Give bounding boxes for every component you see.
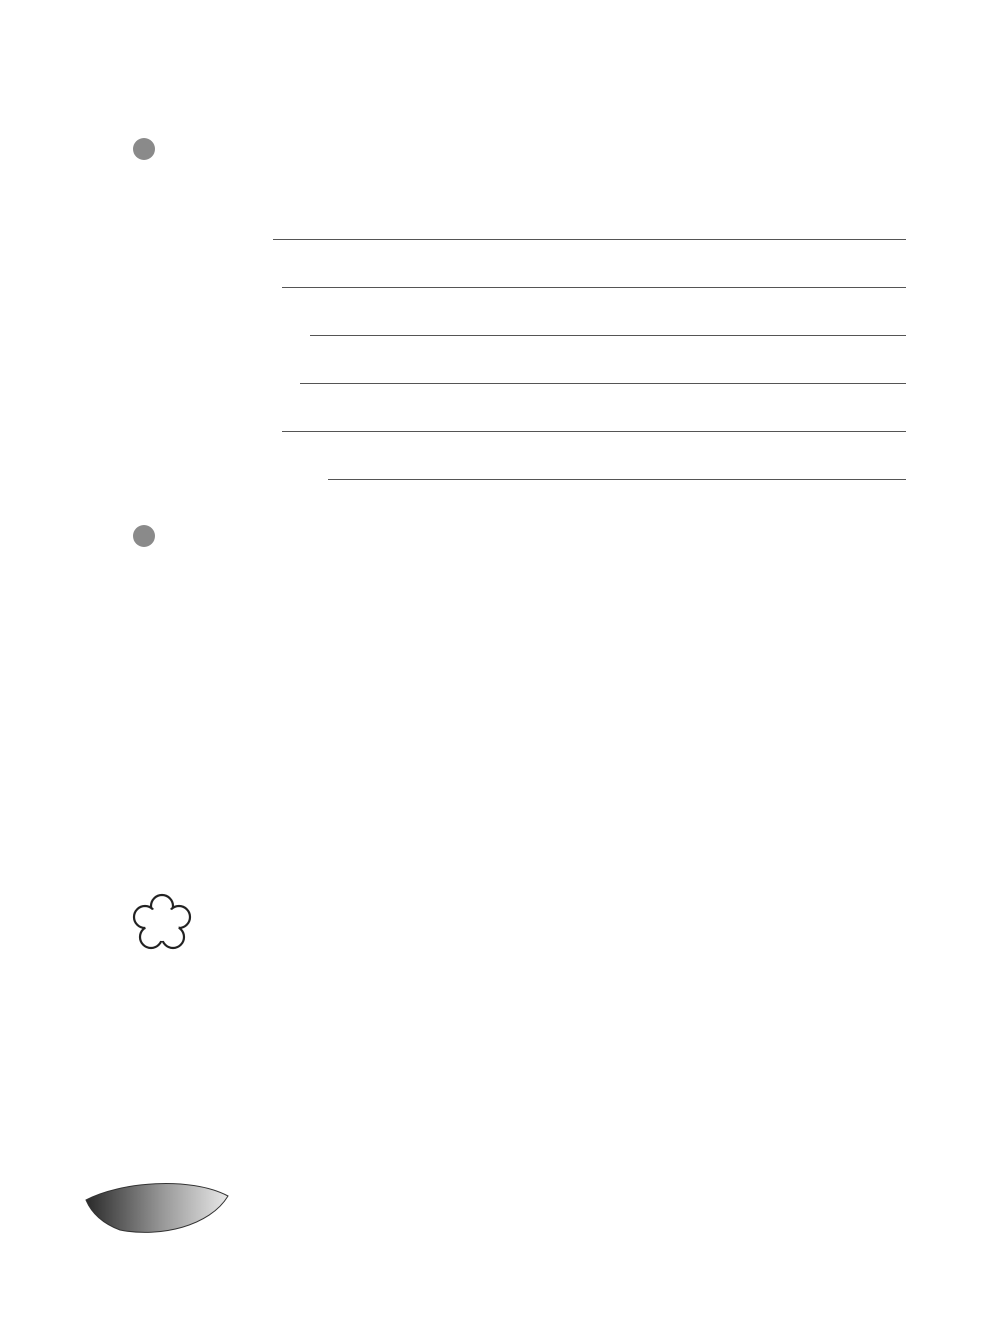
bullet-icon xyxy=(133,525,155,547)
answer-row xyxy=(132,204,906,244)
bottom-leaf-border xyxy=(80,1178,935,1248)
answer-row xyxy=(132,300,906,340)
bullet-icon xyxy=(133,138,155,160)
answer-line[interactable] xyxy=(310,335,906,336)
answer-line[interactable] xyxy=(300,383,906,384)
answer-line[interactable] xyxy=(328,479,906,480)
answer-row xyxy=(132,444,906,484)
answer-line[interactable] xyxy=(282,287,906,288)
exercise-number-flower-icon xyxy=(131,893,193,955)
answer-row xyxy=(132,348,906,388)
answer-line[interactable] xyxy=(282,431,906,432)
answer-row xyxy=(132,252,906,292)
tracing-script-text[interactable] xyxy=(130,985,930,1175)
answer-row xyxy=(132,396,906,436)
page-number-leaf-icon xyxy=(86,1184,228,1233)
answer-line[interactable] xyxy=(273,239,906,240)
top-leaf-border xyxy=(80,78,935,112)
